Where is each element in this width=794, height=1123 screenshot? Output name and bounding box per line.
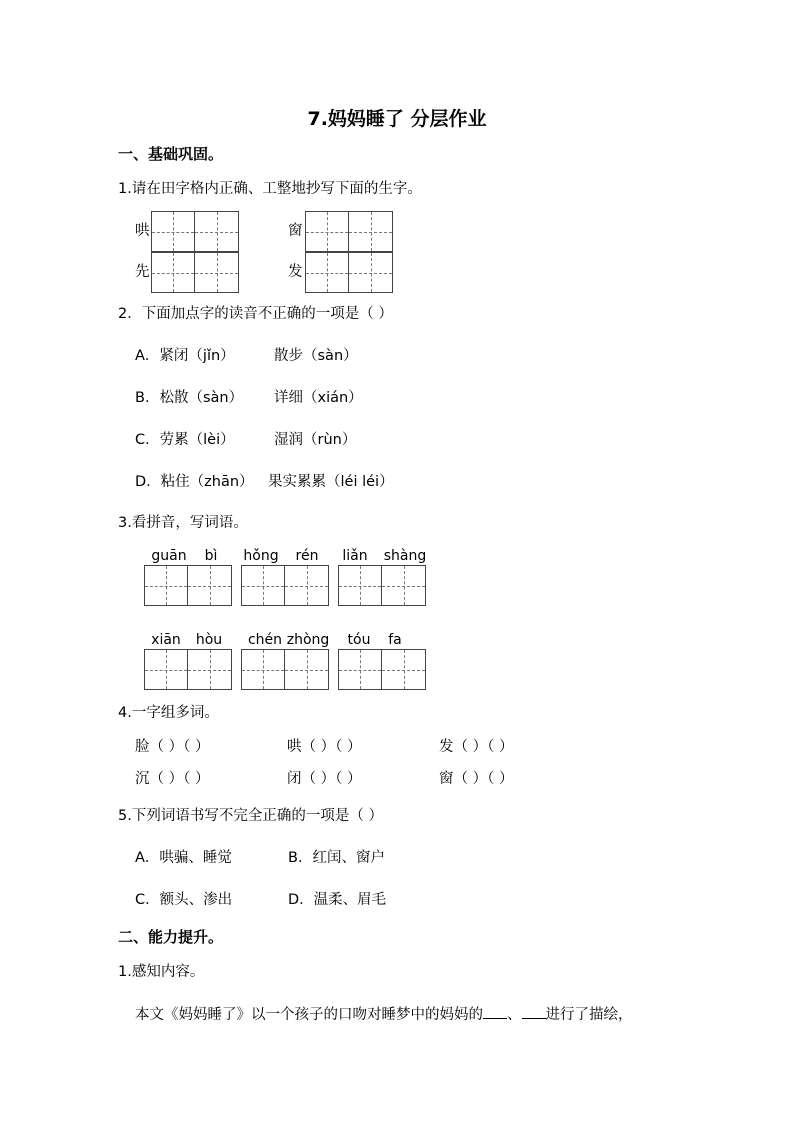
pinyin-label: xiān: [151, 632, 181, 648]
word-group-item[interactable]: 闭（ ）（ ）: [287, 771, 362, 787]
question-3-prompt: 3.看拼音，写词语。: [118, 515, 248, 531]
copy-char-label: 窗: [288, 223, 303, 239]
q5-option-c: C．额头、渗出: [135, 892, 233, 908]
answer-blank[interactable]: [483, 1004, 507, 1019]
question-5-prompt: 5.下列词语书写不完全正确的一项是（ ）: [118, 808, 383, 824]
option-c-word2: 湿润（rùn）: [274, 432, 357, 448]
word-group-item[interactable]: 哄（ ）（ ）: [287, 739, 362, 755]
option-b-word2: 详细（xián）: [274, 390, 363, 406]
word-group-item[interactable]: 脸（ ）（ ）: [135, 739, 210, 755]
option-c-word1: C．劳累（lèi）: [135, 432, 235, 448]
section-basic-heading: 一、基础巩固。: [118, 145, 224, 163]
pinyin-label: zhòng: [286, 632, 330, 648]
sentence-text-start: 本文《妈妈睡了》以一个孩子的口吻对睡梦中的妈妈的: [135, 1007, 483, 1023]
option-a-word1: A．紧闭（jǐn）: [135, 348, 235, 364]
word-group-item[interactable]: 窗（ ）（ ）: [439, 771, 514, 787]
pinyin-label: chén: [247, 632, 283, 648]
pinyin-label: liǎn: [342, 548, 368, 564]
q5-option-d: D．温柔、眉毛: [288, 892, 387, 908]
question-1-prompt: 1.请在田字格内正确、工整地抄写下面的生字。: [118, 181, 422, 197]
writing-grid[interactable]: [305, 211, 393, 252]
word-writing-grid[interactable]: [241, 649, 329, 690]
passage-question-prompt: 1.感知内容。: [118, 964, 205, 980]
writing-grid[interactable]: [305, 252, 393, 293]
pinyin-label: tóu: [347, 632, 371, 648]
pinyin-label: bì: [204, 548, 218, 564]
word-writing-grid[interactable]: [144, 649, 232, 690]
option-d-word1: D．粘住（zhān）: [135, 474, 254, 490]
sentence-text-end: 进行了描绘，: [545, 1007, 633, 1023]
option-a-word2: 散步（sàn）: [274, 348, 358, 364]
copy-char-label: 发: [288, 264, 303, 280]
option-b-word1: B．松散（sàn）: [135, 390, 244, 406]
sentence-separator: 、: [507, 1007, 522, 1023]
worksheet-title: 7.妈妈睡了 分层作业: [307, 108, 487, 130]
copy-char-label: 哄: [135, 223, 150, 239]
writing-grid[interactable]: [151, 211, 239, 252]
pinyin-label: guān: [151, 548, 187, 564]
section-advanced-heading: 二、能力提升。: [118, 928, 224, 946]
word-writing-grid[interactable]: [338, 649, 426, 690]
option-d-word2: 果实累累（léi léi）: [268, 474, 394, 490]
pinyin-label: fa: [388, 632, 402, 648]
word-writing-grid[interactable]: [241, 565, 329, 606]
copy-char-label: 先: [135, 264, 150, 280]
question-4-prompt: 4.一字组多词。: [118, 705, 219, 721]
pinyin-label: hǒng: [243, 548, 279, 564]
question-2-prompt: 2．下面加点字的读音不正确的一项是（ ）: [118, 306, 393, 322]
answer-blank[interactable]: [522, 1004, 546, 1019]
word-writing-grid[interactable]: [144, 565, 232, 606]
pinyin-label: hòu: [195, 632, 223, 648]
fill-in-sentence: [135, 1004, 633, 1025]
word-group-item[interactable]: 沉（ ）（ ）: [135, 771, 210, 787]
q5-option-a: A．哄骗、睡觉: [135, 850, 232, 866]
q5-option-b: B．红闰、窗户: [288, 850, 385, 866]
writing-grid[interactable]: [151, 252, 239, 293]
pinyin-label: rén: [295, 548, 319, 564]
pinyin-label: shàng: [383, 548, 427, 564]
word-writing-grid[interactable]: [338, 565, 426, 606]
word-group-item[interactable]: 发（ ）（ ）: [439, 739, 514, 755]
